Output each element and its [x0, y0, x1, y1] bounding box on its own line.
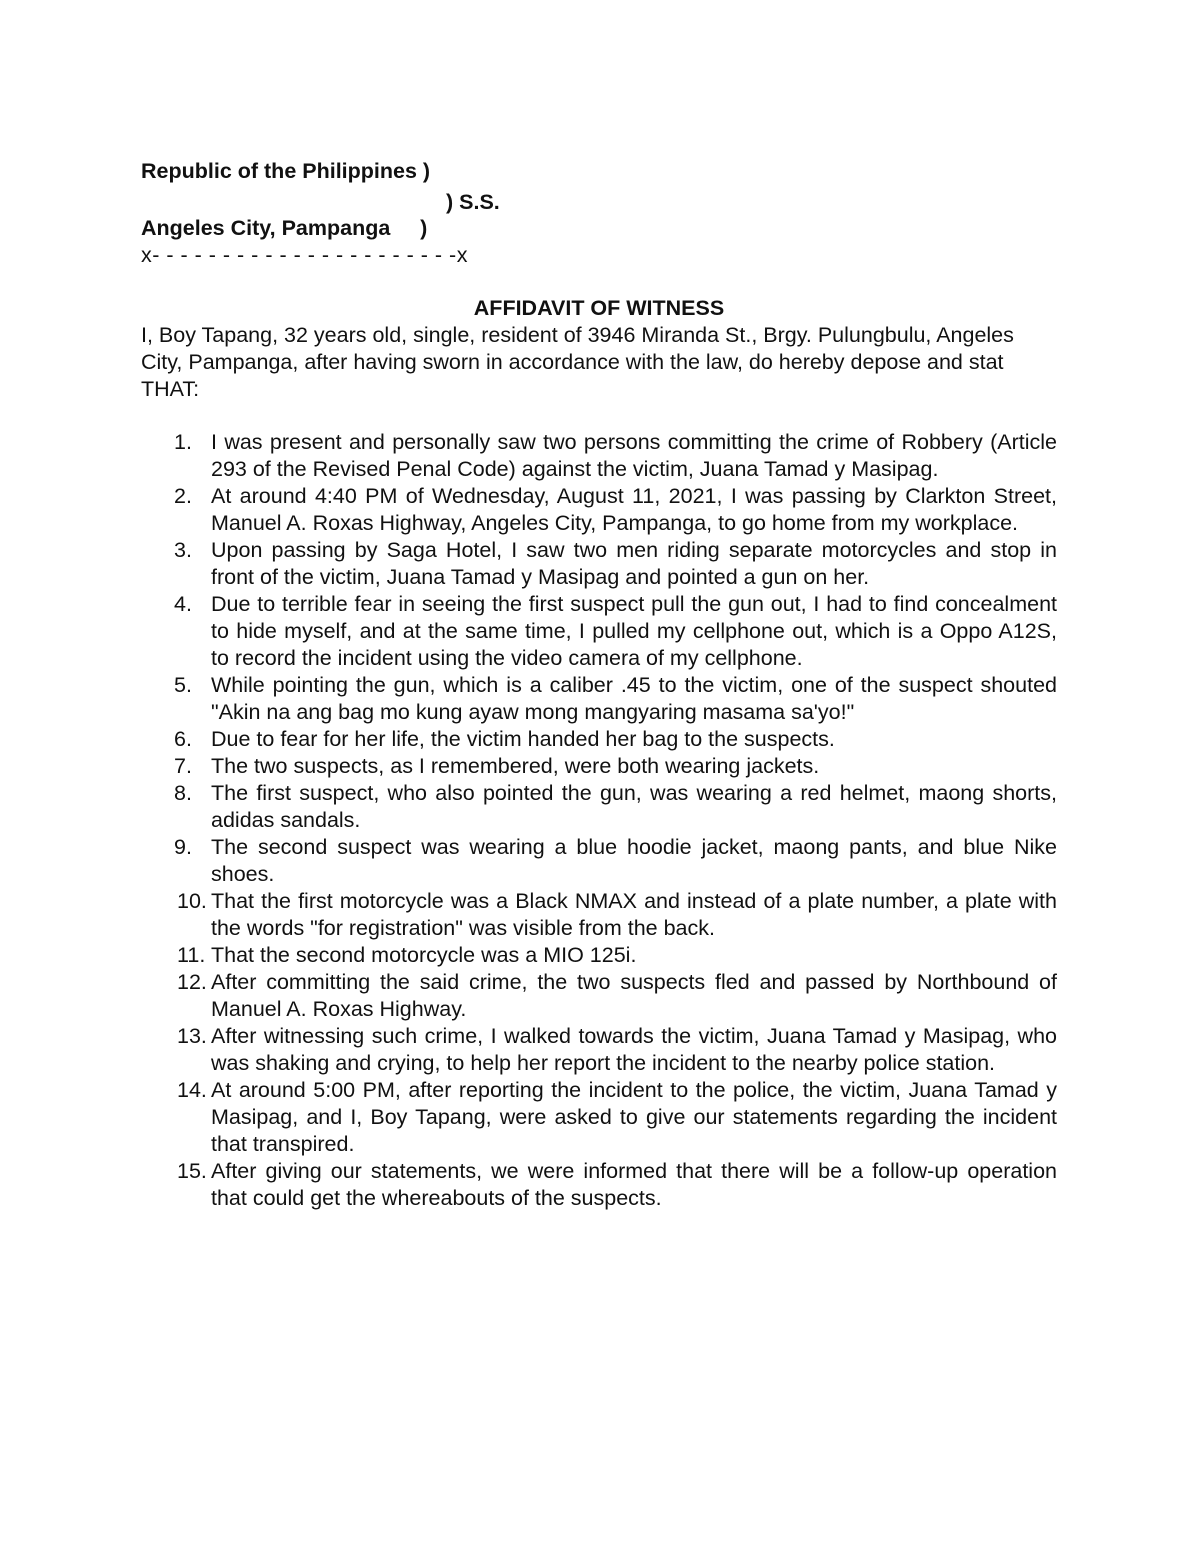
statement-item — [141, 1023, 1057, 1077]
statement-text: While pointing the gun, which is a caliber .45 to the victim, one of the suspect shouted "Akin na ang bag mo kung ayaw mong mangyaring masama sa'yo!" — [211, 673, 1057, 724]
statement-number — [141, 969, 211, 1023]
case-caption — [141, 158, 1057, 266]
statement-number-label: 6. — [174, 727, 192, 751]
statement-number-label: 11. — [177, 943, 206, 967]
statement-number-label: 10. — [177, 889, 207, 913]
statement-item — [141, 537, 1057, 591]
statement-number-label: 7. — [174, 754, 192, 778]
statement-item — [141, 753, 1057, 780]
statement-text: At around 5:00 PM, after reporting the incident to the police, the victim, Juana Tamad y Masipag, and I, Boy Tapang, were asked to give our statements regarding the incident that transpired. — [211, 1078, 1057, 1156]
statement-number — [141, 942, 211, 969]
statement-item — [141, 1077, 1057, 1158]
statement-item — [141, 1158, 1057, 1212]
statement-item — [141, 780, 1057, 834]
statement-item — [141, 726, 1057, 753]
statement-text: After committing the said crime, the two suspects fled and passed by Northbound of Manuel A. Roxas Highway. — [211, 970, 1057, 1021]
statement-item — [141, 429, 1057, 483]
statement-number-label: 12. — [177, 970, 207, 994]
affidavit-document — [141, 158, 1057, 1212]
statement-number — [141, 1077, 211, 1158]
statement-number — [141, 753, 211, 780]
statement-number-label: 14. — [177, 1078, 207, 1102]
statement-number-label: 1. — [174, 430, 192, 454]
document-title: AFFIDAVIT OF WITNESS — [473, 296, 725, 320]
statement-text: Upon passing by Saga Hotel, I saw two men riding separate motorcycles and stop in front of the victim, Juana Tamad y Masipag and pointed a gun on her. — [211, 538, 1057, 589]
statement-item — [141, 591, 1057, 672]
caption-republic-line: Republic of the Philippines ) — [141, 159, 431, 183]
statement-item — [141, 834, 1057, 888]
statement-text: After giving our statements, we were informed that there will be a follow-up operation that could get the whereabouts of the suspects. — [211, 1159, 1057, 1210]
statement-number — [141, 888, 211, 942]
statement-number-label: 4. — [174, 592, 192, 616]
statement-text: Due to terrible fear in seeing the first suspect pull the gun out, I had to find concealment to hide myself, and at the same time, I pulled my cellphone out, which is a Oppo A12S, to record the incident using the video camera of my cellphone. — [211, 592, 1057, 670]
statement-item — [141, 969, 1057, 1023]
statement-item — [141, 483, 1057, 537]
statement-number-label: 3. — [174, 538, 192, 562]
statement-number-label: 5. — [174, 673, 192, 697]
statement-text: The second suspect was wearing a blue hoodie jacket, maong pants, and blue Nike shoes. — [211, 835, 1057, 886]
statement-number-label: 2. — [174, 484, 192, 508]
statement-number-label: 15. — [177, 1159, 207, 1183]
statement-number — [141, 780, 211, 834]
statement-item — [141, 942, 1057, 969]
caption-city-line: Angeles City, Pampanga ) — [141, 216, 428, 240]
caption-divider: x- - - - - - - - - - - - - - - - - - - - - -x — [141, 243, 468, 267]
statement-text: That the second motorcycle was a MIO 125i. — [211, 943, 637, 967]
statement-number — [141, 429, 211, 483]
statement-text: After witnessing such crime, I walked towards the victim, Juana Tamad y Masipag, who was shaking and crying, to help her report the incident to the nearby police station. — [211, 1024, 1057, 1075]
intro-paragraph: I, Boy Tapang, 32 years old, single, resident of 3946 Miranda St., Brgy. Pulungbulu, Angeles City, Pampanga, after having sworn in accordance with the law, do hereby depose and stat THAT: — [141, 323, 1014, 401]
statement-number — [141, 672, 211, 726]
statement-number-label: 9. — [174, 835, 192, 859]
statement-number — [141, 483, 211, 537]
statement-number-label: 8. — [174, 781, 192, 805]
statement-text: That the first motorcycle was a Black NMAX and instead of a plate number, a plate with the words "for registration" was visible from the back. — [211, 889, 1057, 940]
statement-item — [141, 888, 1057, 942]
statement-number-label: 13. — [177, 1024, 207, 1048]
statement-number — [141, 1023, 211, 1077]
statement-number — [141, 537, 211, 591]
statement-number — [141, 726, 211, 753]
statement-number — [141, 1158, 211, 1212]
statement-text: The first suspect, who also pointed the gun, was wearing a red helmet, maong shorts, adidas sandals. — [211, 781, 1057, 832]
statement-number — [141, 591, 211, 672]
statement-list — [141, 429, 1057, 1212]
caption-ss-line: ) S.S. — [446, 190, 500, 214]
statement-text: Due to fear for her life, the victim handed her bag to the suspects. — [211, 727, 835, 751]
statement-text: At around 4:40 PM of Wednesday, August 11, 2021, I was passing by Clarkton Street, Manuel A. Roxas Highway, Angeles City, Pampanga, to go home from my workplace. — [211, 484, 1057, 535]
statement-item — [141, 672, 1057, 726]
statement-text: The two suspects, as I remembered, were both wearing jackets. — [211, 754, 820, 778]
statement-number — [141, 834, 211, 888]
statement-text: I was present and personally saw two persons committing the crime of Robbery (Article 293 of the Revised Penal Code) against the victim, Juana Tamad y Masipag. — [211, 430, 1057, 481]
